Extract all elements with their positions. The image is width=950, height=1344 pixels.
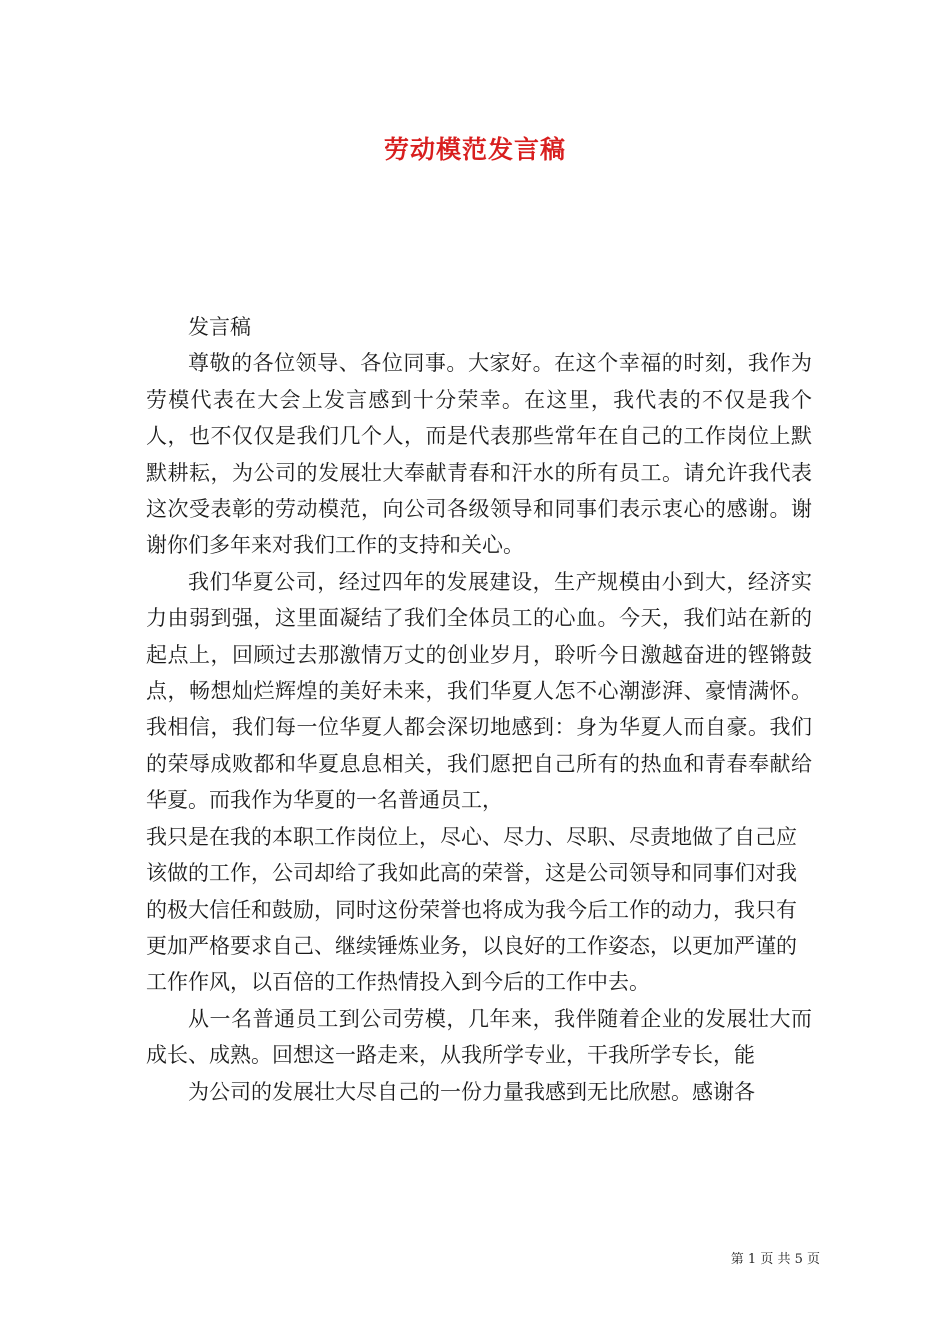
paragraph-thanks: 为公司的发展壮大尽自己的一份力量我感到无比欣慰。感谢各 <box>188 1079 755 1104</box>
document-body <box>146 309 812 1110</box>
paragraph-continuation: 我只是在我的本职工作岗位上，尽心、尽力、尽职、尽责地做了自己应该做的工作，公司却给了我如此高的荣誉，这是公司领导和同事们对我的极大信任和鼓励，同时这份荣誉也将成为我今后工作的动力，我只有更加严格要求自己、继续锤炼业务，以良好的工作姿态，以更加严谨的工作作风，以百倍的工作热情投入到今后的工作中去。 <box>146 824 797 995</box>
paragraph-growth: 从一名普通员工到公司劳模，几年来，我伴随着企业的发展壮大而成长、成熟。回想这一路走来，从我所学专业，干我所学专长，能 <box>146 1006 812 1068</box>
paragraph-greeting: 尊敬的各位领导、各位同事。大家好。在这个幸福的时刻，我作为劳模代表在大会上发言感到十分荣幸。在这里，我代表的不仅是我个人，也不仅仅是我们几个人，而是代表那些常年在自己的工作岗位上默默耕耘，为公司的发展壮大奉献青春和汗水的所有员工。请允许我代表这次受表彰的劳动模范，向公司各级领导和同事们表示衷心的感谢。谢谢你们多年来对我们工作的支持和关心。 <box>146 351 812 558</box>
paragraph-heading: 发言稿 <box>188 315 251 339</box>
paragraph-company: 我们华夏公司，经过四年的发展建设，生产规模由小到大，经济实力由弱到强，这里面凝结了我们全体员工的心血。今天，我们站在新的起点上，回顾过去那激情万丈的创业岁月，聆听今日激越奋进的铿锵鼓点，畅想灿烂辉煌的美好未来，我们华夏人怎不心潮澎湃、豪情满怀。我相信，我们每一位华夏人都会深切地感到：身为华夏人而自豪。我们的荣辱成败都和华夏息息相关，我们愿把自己所有的热血和青春奉献给华夏。而我作为华夏的一名普通员工， <box>146 569 812 813</box>
document-title: 劳动模范发言稿 <box>383 135 566 164</box>
page-number: 第 1 页 共 5 页 <box>730 1252 820 1267</box>
